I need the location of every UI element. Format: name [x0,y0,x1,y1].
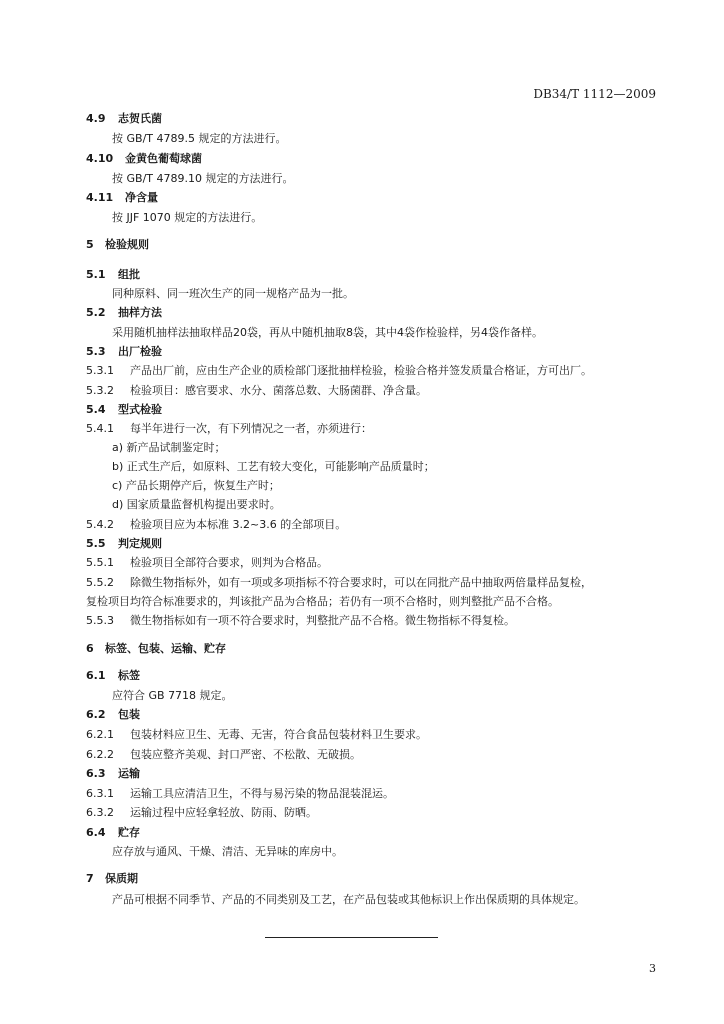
clause-text: c) 产品长期停产后，恢复生产时； [112,479,280,492]
clause-text: 每半年进行一次，有下列情况之一者，亦须进行： [130,422,372,435]
clause-text: 包装应整齐美观、封口严密、不松散、无破损。 [130,748,361,761]
clause-number: 5.5.3 [86,614,114,627]
clause-number: 5.5.1 [86,556,114,569]
clause-number: 6 [86,642,94,655]
clause-text: 应存放与通风、干燥、清洁、无异味的库房中。 [112,845,343,858]
heading-text: 组批 [118,268,140,281]
clause-text: 包装材料应卫生、无毒、无害，符合食品包装材料卫生要求。 [130,728,427,741]
clause-text: 检验项目：感官要求、水分、菌落总数、大肠菌群、净含量。 [130,384,427,397]
clause-text: 检验项目应为本标准 3.2~3.6 的全部项目。 [130,518,347,531]
heading-text: 检验规则 [105,238,149,251]
heading-text: 抽样方法 [118,306,162,319]
heading-text: 出厂检验 [118,345,162,358]
clause-number: 4.10 [86,152,114,165]
clause-text: 检验项目全部符合要求，则判为合格品。 [130,556,328,569]
clause-number: 5.4.2 [86,518,114,531]
document-code: DB34/T 1112—2009 [533,87,656,101]
heading-text: 净含量 [125,191,158,204]
clause-number: 6.4 [86,826,106,839]
clause-text: 采用随机抽样法抽取样品20袋，再从中随机抽取8袋，其中4袋作检验样，另4袋作备样。 [112,326,543,339]
clause-number: 5.4.1 [86,422,114,435]
clause-number: 5.2 [86,306,106,319]
clause-number: 6.2.2 [86,748,114,761]
heading-text: 运输 [118,767,140,780]
clause-text: 产品出厂前，应由生产企业的质检部门逐批抽样检验，检验合格并签发质量合格证，方可出厂。 [130,364,592,377]
clause-number: 5 [86,238,94,251]
clause-text: 运输过程中应轻拿轻放、防雨、防晒。 [130,806,317,819]
clause-number: 6.3 [86,767,106,780]
clause-number: 5.1 [86,268,106,281]
heading-text: 型式检验 [118,403,162,416]
clause-number: 5.5.2 [86,576,114,589]
clause-number: 5.3.1 [86,364,114,377]
clause-number: 5.3 [86,345,106,358]
clause-number: 6.3.2 [86,806,114,819]
clause-text: a) 新产品试制鉴定时； [112,441,226,454]
clause-text: 同种原料、同一班次生产的同一规格产品为一批。 [112,287,354,300]
clause-text: 除微生物指标外，如有一项或多项指标不符合要求时，可以在同批产品中抽取两倍量样品复检， [130,576,592,589]
clause-number: 7 [86,872,94,885]
clause-text: 产品可根据不同季节、产品的不同类别及工艺，在产品包装或其他标识上作出保质期的具体规定。 [112,893,585,906]
clause-text: 复检项目均符合标准要求的，判该批产品为合格品；若仍有一项不合格时，则判整批产品不合格。 [86,595,559,608]
heading-text: 保质期 [105,872,138,885]
heading-text: 志贺氏菌 [118,112,162,125]
clause-text: 按 JJF 1070 规定的方法进行。 [112,211,263,224]
clause-number: 6.2.1 [86,728,114,741]
clause-text: d) 国家质量监督机构提出要求时。 [112,498,281,511]
heading-text: 标签 [118,669,140,682]
clause-number: 6.3.1 [86,787,114,800]
clause-text: 按 GB/T 4789.5 规定的方法进行。 [112,132,287,145]
page-number: 3 [649,962,656,975]
clause-number: 5.3.2 [86,384,114,397]
clause-text: 运输工具应清洁卫生，不得与易污染的物品混装混运。 [130,787,394,800]
clause-number: 5.4 [86,403,106,416]
clause-text: 按 GB/T 4789.10 规定的方法进行。 [112,172,294,185]
clause-number: 4.11 [86,191,114,204]
clause-number: 4.9 [86,112,106,125]
heading-text: 判定规则 [118,537,162,550]
clause-text: b) 正式生产后，如原料、工艺有较大变化，可能影响产品质量时； [112,460,435,473]
clause-text: 应符合 GB 7718 规定。 [112,689,233,702]
clause-text: 微生物指标如有一项不符合要求时，判整批产品不合格。微生物指标不得复检。 [130,614,515,627]
clause-number: 6.2 [86,708,106,721]
clause-number: 6.1 [86,669,106,682]
clause-number: 5.5 [86,537,106,550]
heading-text: 金黄色葡萄球菌 [125,152,202,165]
heading-text: 标签、包装、运输、贮存 [105,642,226,655]
footer-rule [265,937,438,938]
heading-text: 包装 [118,708,140,721]
heading-text: 贮存 [118,826,140,839]
